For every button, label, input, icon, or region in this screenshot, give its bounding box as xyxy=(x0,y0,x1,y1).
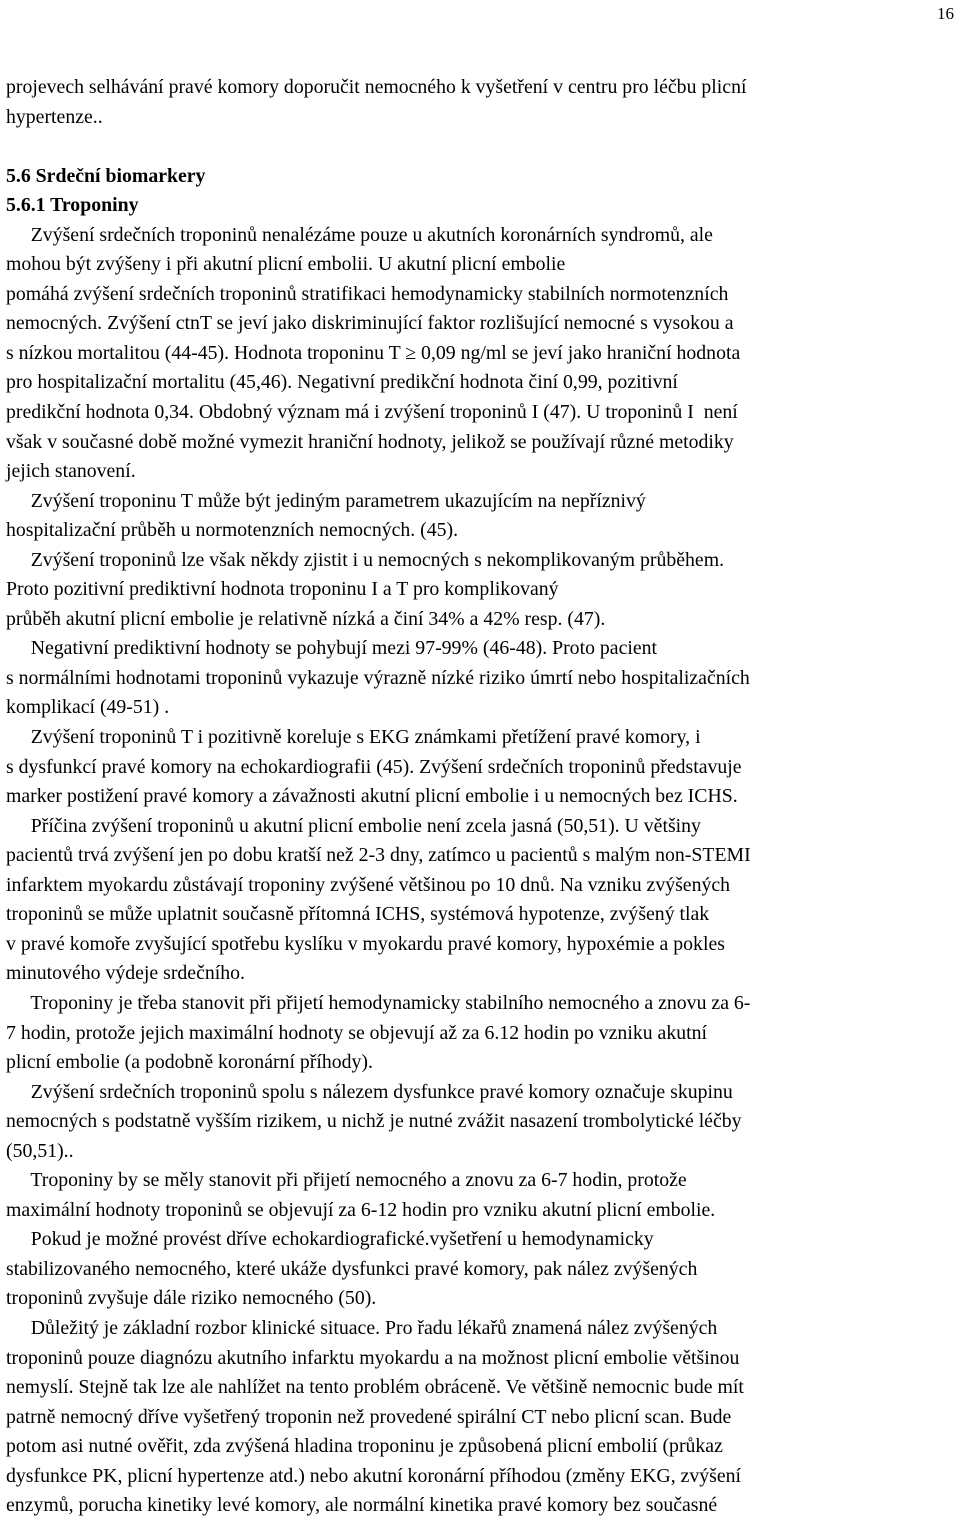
text-line: patrně nemocný dříve vyšetřený troponin než provedené spirální CT nebo plicní scan. Bude xyxy=(6,1405,732,1428)
text-line: projevech selhávání pravé komory doporučit nemocného k vyšetření v centru pro léčbu plicní xyxy=(6,76,747,98)
text-line: hypertenze.. xyxy=(6,105,103,128)
text-line: Zvýšení troponinů lze však někdy zjistit i u nemocných s nekomplikovaným průběhem. xyxy=(6,548,725,571)
section-heading: 5.6.1 Troponiny xyxy=(6,194,139,217)
text-line: Proto pozitivní prediktivní hodnota troponinu I a T pro komplikovaný xyxy=(6,578,559,601)
text-line: mohou být zvýšeny i při akutní plicní embolii. U akutní plicní embolie xyxy=(6,253,566,276)
text-line: Troponiny je třeba stanovit při přijetí hemodynamicky stabilního nemocného a znovu za 6- xyxy=(6,991,751,1014)
text-line: jejich stanovení. xyxy=(6,460,136,483)
page-number: 16 xyxy=(937,4,954,23)
text-line: nemocných. Zvýšení ctnT se jeví jako diskriminující faktor rozlišující nemocné s vysokou a xyxy=(6,312,734,335)
text-line: pomáhá zvýšení srdečních troponinů stratifikaci hemodynamicky stabilních normotenzních xyxy=(6,282,729,305)
text-line: potom asi nutné ověřit, zda zvýšená hladina troponinu je způsobená plicní embolií (průkaz xyxy=(6,1435,723,1458)
text-line: (50,51).. xyxy=(6,1139,74,1162)
text-line: enzymů, porucha kinetiky levé komory, ale normální kinetika pravé komory bez současné xyxy=(6,1494,718,1517)
section-heading: 5.6 Srdeční biomarkery xyxy=(6,164,206,187)
text-line: nemocných s podstatně vyšším rizikem, u nichž je nutné zvážit nasazení trombolytické léčby xyxy=(6,1110,742,1133)
text-line: Negativní prediktivní hodnoty se pohybují mezi 97-99% (46-48). Proto pacient xyxy=(6,637,658,660)
text-line: stabilizovaného nemocného, které ukáže dysfunkci pravé komory, pak nález zvýšených xyxy=(6,1257,698,1280)
text-line: pacientů trvá zvýšení jen po dobu kratší než 2-3 dny, zatímco u pacientů s malým non-STEMI xyxy=(6,844,751,867)
text-line: Příčina zvýšení troponinů u akutní plicní embolie není zcela jasná (50,51). U většiny xyxy=(6,814,701,837)
text-line xyxy=(6,132,956,162)
text-line: dysfunkce PK, plicní hypertenze atd.) nebo akutní koronární příhodou (změny EKG, zvýšení xyxy=(6,1464,742,1487)
document-body xyxy=(6,73,956,1521)
text-line: troponinů pouze diagnózu akutního infarktu myokardu a na možnost plicní embolie většinou xyxy=(6,1346,740,1369)
text-line: však v současné době možné vymezit hraniční hodnoty, jelikož se používají různé metodiky xyxy=(6,430,734,453)
text-line: Pokud je možné provést dříve echokardiografické.vyšetření u hemodynamicky xyxy=(6,1228,654,1251)
text-line: 7 hodin, protože jejich maximální hodnoty se objevují až za 6.12 hodin po vzniku akutní xyxy=(6,1021,707,1044)
text-line: Troponiny by se měly stanovit při přijetí nemocného a znovu za 6-7 hodin, protože xyxy=(6,1169,687,1192)
text-line: maximální hodnoty troponinů se objevují za 6-12 hodin pro vzniku akutní plicní embolie. xyxy=(6,1198,716,1221)
text-line: s nízkou mortalitou (44-45). Hodnota troponinu T ≥ 0,09 ng/ml se jeví jako hraniční hodnota xyxy=(6,341,741,364)
text-line: Zvýšení srdečních troponinů spolu s nálezem dysfunkce pravé komory označuje skupinu xyxy=(6,1080,733,1103)
text-line: hospitalizační průběh u normotenzních nemocných. (45). xyxy=(6,519,459,542)
text-line: s dysfunkcí pravé komory na echokardiografii (45). Zvýšení srdečních troponinů představuje xyxy=(6,755,742,778)
text-line: plicní embolie (a podobně koronární příhody). xyxy=(6,1051,373,1074)
text-line: nemyslí. Stejně tak lze ale nahlížet na tento problém obráceně. Ve většině nemocnic bude mít xyxy=(6,1376,744,1399)
text-line: infarktem myokardu zůstávají troponiny zvýšené většinou po 10 dnů. Na vzniku zvýšených xyxy=(6,873,731,896)
text-line: Důležitý je základní rozbor klinické situace. Pro řadu lékařů znamená nález zvýšených xyxy=(6,1316,718,1339)
text-line: minutového výdeje srdečního. xyxy=(6,962,245,985)
text-line: troponinů se může uplatnit současně přítomná ICHS, systémová hypotenze, zvýšený tlak xyxy=(6,903,710,926)
text-line: s normálními hodnotami troponinů vykazuje výrazně nízké riziko úmrtí nebo hospitalizačních xyxy=(6,666,750,689)
text-line: Zvýšení srdečních troponinů nenalézáme pouze u akutních koronárních syndromů, ale xyxy=(6,223,713,246)
text-line: komplikací (49-51) . xyxy=(6,696,170,719)
text-line: pro hospitalizační mortalitu (45,46). Negativní predikční hodnota činí 0,99, pozitivní xyxy=(6,371,678,394)
text-line: predikční hodnota 0,34. Obdobný význam má i zvýšení troponinů I (47). U troponinů I není xyxy=(6,401,738,424)
text-line: marker postižení pravé komory a závažnosti akutní plicní embolie i u nemocných bez ICHS. xyxy=(6,785,738,808)
text-line: troponinů zvyšuje dále riziko nemocného (50). xyxy=(6,1287,377,1310)
text-line: v pravé komoře zvyšující spotřebu kyslíku v myokardu pravé komory, hypoxémie a pokles xyxy=(6,932,725,955)
text-line: průběh akutní plicní embolie je relativně nízká a činí 34% a 42% resp. (47). xyxy=(6,607,606,630)
text-line: Zvýšení troponinu T může být jediným parametrem ukazujícím na nepříznivý xyxy=(6,489,646,512)
text-line: Zvýšení troponinů T i pozitivně koreluje s EKG známkami přetížení pravé komory, i xyxy=(6,726,701,749)
